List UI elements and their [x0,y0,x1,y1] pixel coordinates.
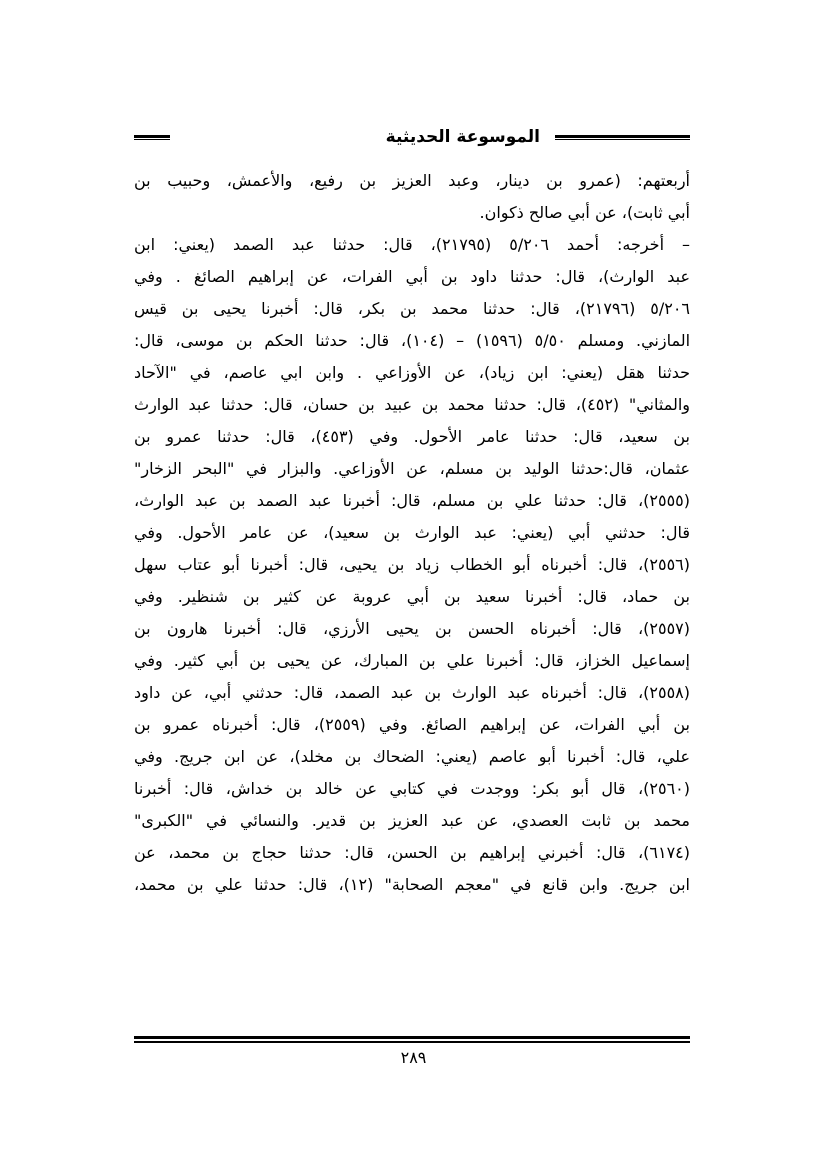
header-title: الموسوعة الحديثية [385,127,540,147]
text-line: والمثاني" (٤٥٢)، قال: حدثنا محمد بن عبيد بن حسان، قال: حدثنا عبد الوارث [134,395,690,414]
text-line: عبد الوارث)، قال: حدثنا داود بن أبي الفرات، عن إبراهيم الصائغ . وفي [134,267,690,286]
header-rule-right [555,135,690,140]
text-line: – أخرجه: أحمد ٥/٢٠٦ (٢١٧٩٥)، قال: حدثنا عبد الصمد (يعني: ابن [134,235,690,254]
text-line: (٢٥٥٦)، قال: أخبرناه أبو الخطاب زياد بن يحيى، قال: أخبرنا أبو عتاب سهل [134,555,690,574]
text-line: إسماعيل الخزاز، قال: أخبرنا علي بن المبارك، عن يحيى بن أبي كثير. وفي [134,651,690,670]
text-line: قال: حدثني أبي (يعني: عبد الوارث بن سعيد)، عن عامر الأحول. وفي [134,523,690,542]
text-line: بن حماد، قال: أخبرنا سعيد بن أبي عروبة عن كثير بن شنظير. وفي [134,587,690,606]
running-header [134,124,690,152]
text-line: علي، قال: أخبرنا أبو عاصم (يعني: الضحاك بن مخلد)، عن ابن جريج. وفي [134,747,690,766]
body-text [134,165,690,901]
text-line: حدثنا هقل (يعني: ابن زياد)، عن الأوزاعي . وابن ابي عاصم، في "الآحاد [134,363,690,382]
text-line: بن سعيد، قال: حدثنا عامر الأحول. وفي (٤٥٣)، قال: حدثنا عمرو بن [134,427,690,446]
text-line: ٥/٢٠٦ (٢١٧٩٦)، قال: حدثنا محمد بن بكر، قال: أخبرنا يحيى بن قيس [134,299,690,318]
page-number: ٢٨٩ [400,1048,427,1067]
text-line: (٦١٧٤)، قال: أخبرني إبراهيم بن الحسن، قال: حدثنا حجاج بن محمد، عن [134,843,690,862]
text-line: أربعتهم: (عمرو بن دينار، وعبد العزيز بن رفيع، والأعمش، وحبيب بن [134,171,690,190]
text-line: عثمان، قال:حدثنا الوليد بن مسلم، عن الأوزاعي. والبزار في "البحر الزخار" [134,459,690,478]
text-line: (٢٥٦٠)، قال أبو بكر: ووجدت في كتابي عن خالد بن خداش، قال: أخبرنا [134,779,690,798]
text-line: ابن جريج. وابن قانع في "معجم الصحابة" (١٢)، قال: حدثنا علي بن محمد، [134,875,690,894]
text-line: (٢٥٥٧)، قال: أخبرناه الحسن بن يحيى الأرزي، قال: أخبرنا هارون بن [134,619,690,638]
text-line: بن أبي الفرات، عن إبراهيم الصائغ. وفي (٢٥٥٩)، قال: أخبرناه عمرو بن [134,715,690,734]
text-line: أبي ثابت)، عن أبي صالح ذكوان. [479,203,690,222]
text-line: (٢٥٥٥)، قال: حدثنا علي بن مسلم، قال: أخبرنا عبد الصمد بن عبد الوارث، [134,491,690,510]
text-line: المازني. ومسلم ٥/٥٠ (١٥٩٦) – (١٠٤)، قال: حدثنا الحكم بن موسى، قال: [134,331,690,350]
footer-rule [134,1036,690,1043]
text-line: (٢٥٥٨)، قال: أخبرناه عبد الوارث بن عبد الصمد، قال: حدثني أبي، عن داود [134,683,690,702]
text-line: محمد بن ثابت العصدي، عن عبد العزيز بن قدير. والنسائي في "الكبرى" [134,811,690,830]
header-rule-left [134,135,170,140]
